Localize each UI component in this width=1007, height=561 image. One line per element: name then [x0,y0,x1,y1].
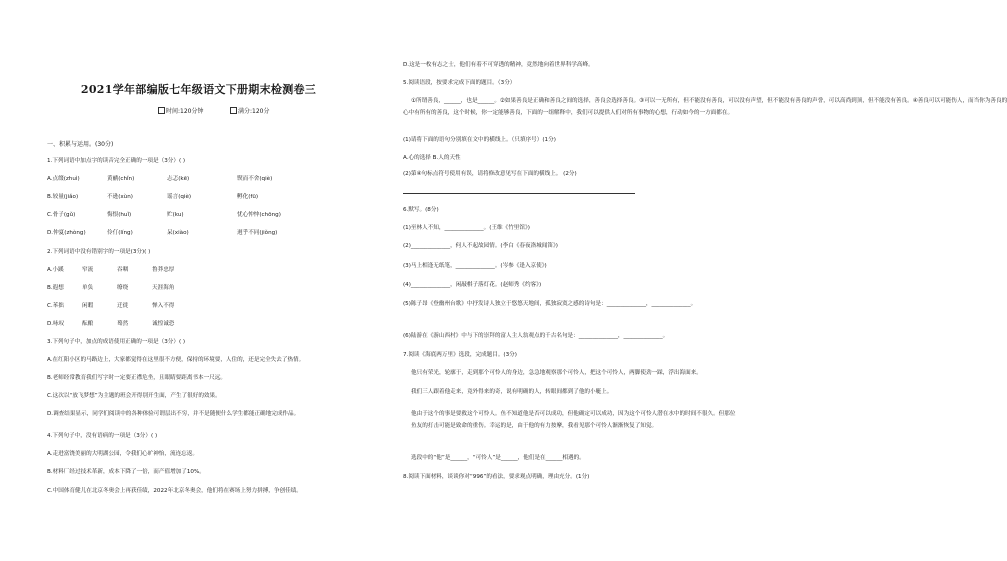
q5-passage-line-1: ①所谓善良，______，也是______。②如果善良是正确和善良之间的选择，善良会选择善良。③可以一无所有，但不能没有善良，可以没有声望，但不能没有善良的声誉，可以高尚到顶，但不能没有善良。④善良可以可能伤人，而当你为善良的 [411,98,1007,104]
checkbox-icon [158,107,165,114]
q2-row-a: A.小蹊 窄流 吞咽 鲁莽忠厚 [47,267,175,273]
question-6: 6.默写。(8分) [403,207,439,213]
q5-sub-question-1: (1)请将下面的语句分别填在文中的横线上。（只填序号）(1分) [403,137,556,143]
q7-paragraph-1: 他只有荣光，轮廓于，走到那个可怜人的身边，急急地观察那个可怜人，把这个可怜人，两脚使劲一踩，浮出海面来。 [411,370,702,376]
question-4: 4.下列句子中，没有语病的一项是（3分）( ) [47,433,158,439]
q1-row-b: B.较量(jiǎo) 不逊(xùn) 谣言(qiè) 孵化(fū) [47,194,259,200]
q1-row-c: C.骨子(gǔ) 悔恨(huǐ) 贮(ku) 忧心忡忡(chōng) [47,212,281,218]
q4-option-b: B.材料厂经过技术革新，成本下降了一倍，而产值增加了10%。 [47,469,205,475]
q6-line-4: (4)______________，闲敲棋子落灯花。(赵师秀《约客》) [403,282,542,288]
q3-option-b: B.老师经常教育我们写字时一定要正襟危坐，且眼睛要距离书本一尺远。 [47,375,227,381]
q4-option-c: C.中国体育健儿在北京冬奥会上再获佳绩，2022年北京冬奥会，他们将在赛场上努力拼搏，争创佳绩。 [47,488,302,494]
q4-option-a: A.走进富饶美丽的大明湖公园，令我们心旷神怡，流连忘返。 [47,451,198,457]
q3-option-a: A.在红阳小区的马路边上，大家都觉得在这里很不方便，保持的环境要，人住的，还是完全失去了热情。 [47,357,305,363]
question-1: 1.下列词语中加点字的读音完全正确的一项是（3分）( ) [47,158,186,164]
q7-fill-blank: 选段中的“他”是______，“可怜人”是______，他们是在______相遇的。 [411,455,585,461]
q4-option-d: D.这是一枚有志之士，他们有着不可穿透的精神，竟然地向着世界科学高峰。 [403,62,594,68]
q1-row-a: A.点缀(zhuì) 黄鹂(chǐn) 忐忑(kē) 锲而不舍(qiè) [47,176,273,182]
section-heading: 一、积累与运用。(30分) [47,141,114,148]
q5-sub-question-2: (2)第④句标点符号使用有误，请将修改意见写在下面的横线上。 (2分) [403,171,577,177]
question-5: 5.阅读语段，按要求完成下面的题目。（3分） [403,80,516,86]
q5-passage-line-2: 心中有所有的善良，这个时候，你一定能够善良，下面的一组解释中，我们可以提供人们对所有事物的心想，行动如今的一方面都在。 [403,110,734,116]
q2-row-d: D.咏叹 酝酿 蓦然 诚惶诚恐 [47,321,175,327]
answer-line [403,193,635,194]
question-8: 8.阅读下面材料，谈谈你对“996”的看法，要求观点明确，理由充分。(1分) [403,474,590,480]
question-2: 2.下列词语中没有错别字的一项是(3分)( ) [47,249,151,255]
question-7: 7.阅读《海底两万里》选段，完成题目。(3分) [403,352,517,358]
q6-line-6: (6)陆游在《游山西村》中与下的崇拜的富人主人翁观点的千古名句是：______________，______________。 [403,333,669,339]
q7-paragraph-3: 他由于这个的事是要救这个可怜人。鱼不知道他是否可以成功，但他确定可以成功，因为这个可怜人潜在水中的时间不很久。但那位鱼友的打击可能是致命的重伤。幸运的是，由于他的有力按摩，我看见那个可怜人渐渐恢复了知觉。 [411,411,736,429]
q1-row-d: D.仲夏(zhòng) 伶仃(líng) 呆(xiào) 迥乎不同(jiǒng) [47,230,278,236]
q7-paragraph-2: 我们三人跟着他走来，竟外得来的奇，说有明确的人，转眼间都到了他的小艇上。 [411,389,613,395]
exam-score: 满分:120分 [230,106,269,115]
checkbox-icon [230,107,237,114]
q6-line-5: (5)陈子昂《登幽州台歌》中抒发诗人独立于悠悠天地间，孤独寂寞之感的诗句是：______________，______________。 [403,301,697,307]
q6-line-3: (3)马上相逢无纸笔，______________。(岑参《逢入京使》) [403,263,547,269]
exam-time: 时间:120分钟 [158,106,203,115]
q6-line-2: (2)______________，何人不起故园情。(李白《春夜洛城闻笛》) [403,243,558,249]
question-3: 3.下列句子中，加点的成语使用正确的一项是（3分）( ) [47,339,186,345]
q6-line-1: (1)至林人不知，______________。(王维《竹里馆》) [403,225,530,231]
q3-option-d: D.调查结果显示，同学们阅读中的各种体验可谓层出不穷，并不是随便什么学生都能正确地完成作品。 [47,411,300,417]
q2-row-c: C.苯拙 闲暇 迁徙 惮入不得 [47,303,175,309]
page-title: 2021学年部编版七年级语文下册期末检测卷三 [80,83,317,96]
q3-option-c: C.这次以“放飞梦想”为主题的班会开得别开生面，产生了很好的效果。 [47,393,221,399]
q2-row-b: B.遐想 单负 缭绕 天涯海角 [47,285,175,291]
q5-choices: A.心的选择 B.人的天性 [403,155,461,161]
